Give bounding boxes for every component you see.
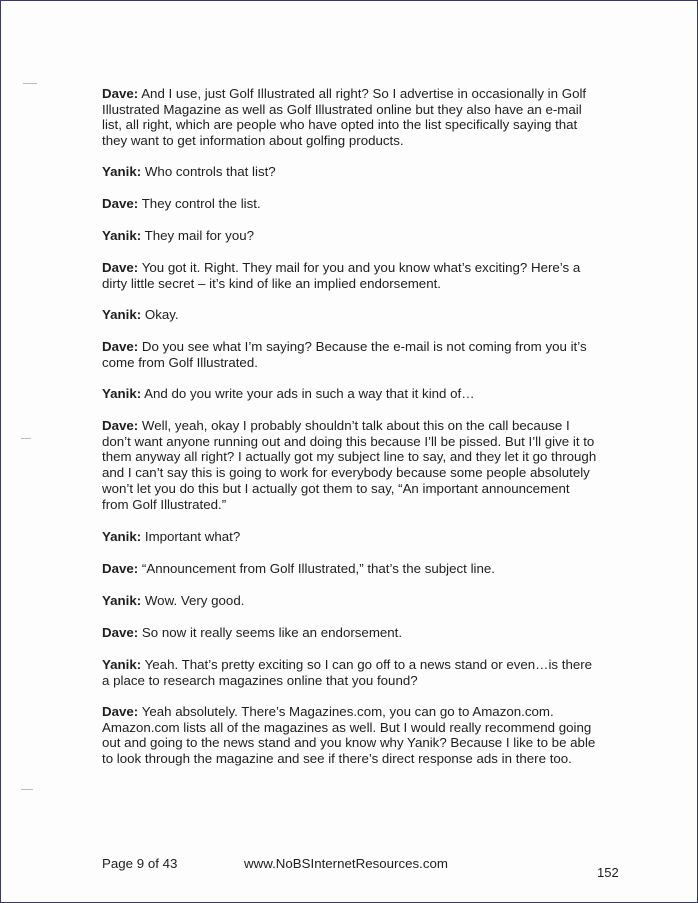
speaker-name: Dave: (102, 418, 139, 433)
speaker-name: Yanik: (102, 529, 142, 544)
page-number: Page 9 of 43 (102, 856, 178, 871)
transcript-turn (102, 593, 598, 609)
scan-speck (21, 789, 33, 790)
scan-speck (21, 438, 31, 439)
handwritten-page-stamp: 152 (597, 865, 619, 880)
transcript-turn (102, 625, 598, 641)
scan-speck (23, 83, 37, 84)
speaker-name: Yanik: (102, 593, 142, 608)
speaker-name: Yanik: (102, 228, 142, 243)
speaker-name: Dave: (102, 339, 139, 354)
utterance-text: Well, yeah, okay I probably shouldn’t talk about this on the call because I don’t want anyone running out and doing this because I’ll be pissed. But I’ll give it to them anyway all right? I actually got my subject line to say, and they let it go through and I can’t say this is going to work for everybody because some people absolutely won’t let you do this but I actually got them to say, “An important announcement from Golf Illustrated.” (102, 418, 597, 512)
speaker-name: Dave: (102, 704, 139, 719)
transcript-turn (102, 260, 598, 291)
transcript-turn (102, 529, 598, 545)
utterance-text: Yeah. That’s pretty exciting so I can go off to a news stand or even…is there a place to research magazines online that you found? (102, 657, 593, 688)
utterance-text: And I use, just Golf Illustrated all right? So I advertise in occasionally in Golf Illustrated Magazine as well as Golf Illustrated online but they also have an e-mail list, all right, which are people who have opted into the list specifically saying that they want to get information about golfing products. (102, 86, 587, 149)
utterance-text: Who controls that list? (144, 164, 276, 179)
utterance-text: Yeah absolutely. There’s Magazines.com, you can go to Amazon.com. Amazon.com lists all of the magazines as well. But I would really recommend going out and going to the news stand and you know why Yanik? Because I like to be able to look through the magazine and see if there’s direct response ads in there too. (102, 704, 596, 767)
utterance-text: Do you see what I’m saying? Because the e-mail is not coming from you it’s come from Golf Illustrated. (102, 339, 587, 370)
speaker-name: Yanik: (102, 164, 142, 179)
utterance-text: Okay. (144, 307, 179, 322)
utterance-text: You got it. Right. They mail for you and you know what’s exciting? Here’s a dirty little secret – it’s kind of like an implied endorsement. (102, 260, 581, 291)
utterance-text: “Announcement from Golf Illustrated,” that’s the subject line. (141, 561, 495, 576)
speaker-name: Yanik: (102, 657, 142, 672)
speaker-name: Dave: (102, 260, 139, 275)
utterance-text: And do you write your ads in such a way that it kind of… (144, 386, 475, 401)
transcript-turn (102, 86, 598, 149)
transcript-turn (102, 339, 598, 370)
transcript-turn (102, 307, 598, 323)
speaker-name: Dave: (102, 86, 139, 101)
utterance-text: Wow. Very good. (144, 593, 245, 608)
transcript-turn (102, 418, 598, 512)
footer-url: www.NoBSInternetResources.com (244, 856, 448, 871)
transcript-turn (102, 228, 598, 244)
utterance-text: They control the list. (141, 196, 261, 211)
transcript-turn (102, 657, 598, 688)
transcript-turn (102, 386, 598, 402)
transcript-turn (102, 704, 598, 767)
transcript-turn (102, 196, 598, 212)
speaker-name: Dave: (102, 625, 139, 640)
speaker-name: Yanik: (102, 386, 142, 401)
utterance-text: They mail for you? (144, 228, 255, 243)
speaker-name: Yanik: (102, 307, 142, 322)
transcript-turn (102, 561, 598, 577)
speaker-name: Dave: (102, 196, 139, 211)
utterance-text: Important what? (144, 529, 241, 544)
speaker-name: Dave: (102, 561, 139, 576)
transcript-turn (102, 164, 598, 180)
utterance-text: So now it really seems like an endorsement. (141, 625, 403, 640)
